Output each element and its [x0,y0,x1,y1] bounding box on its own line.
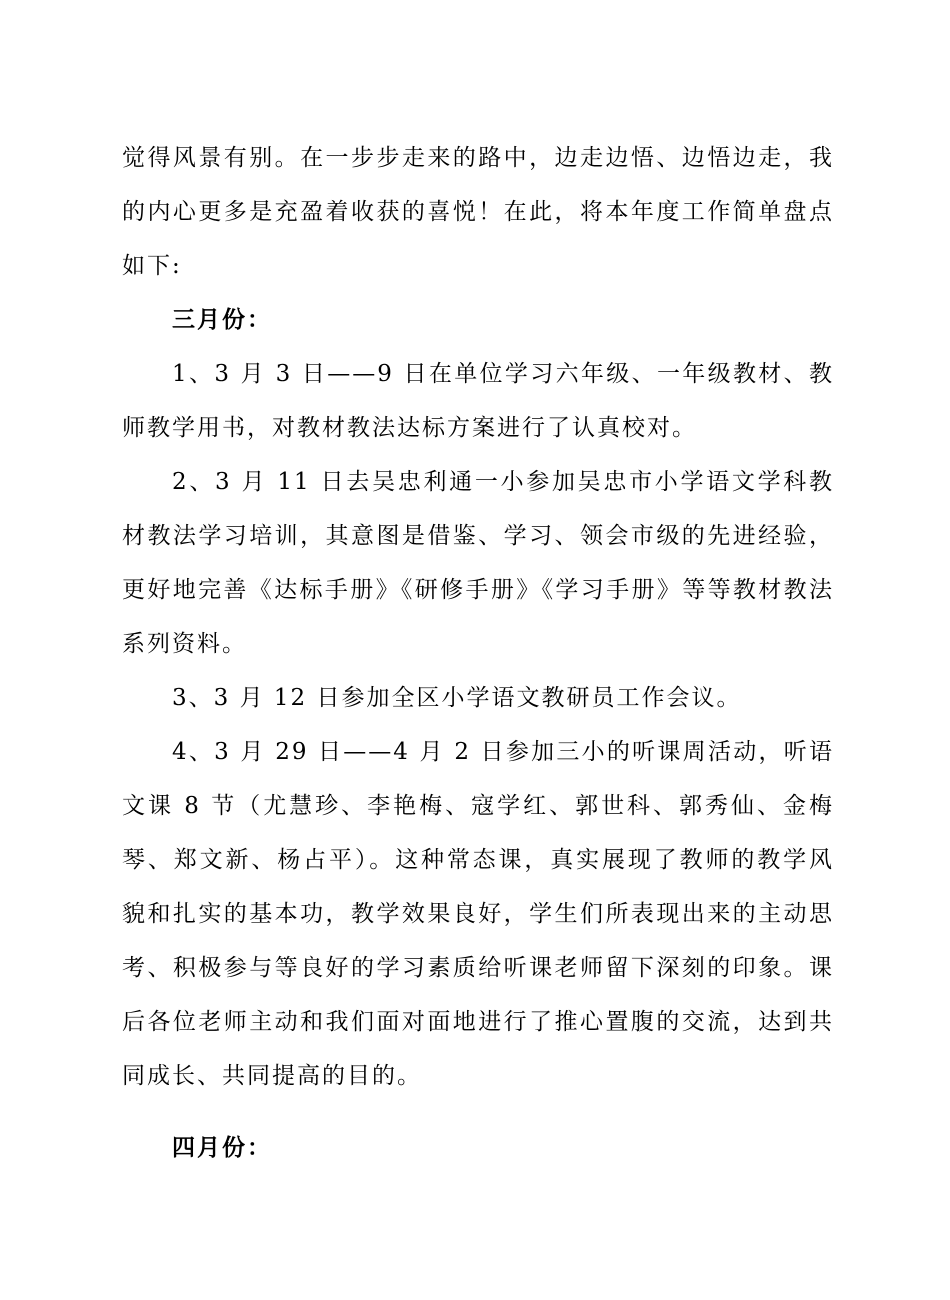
list-item: 3、3 月 12 日参加全区小学语文教研员工作会议。 [172,685,742,711]
list-item: 4、3 月 29 日——4 月 2 日参加三小的听课周活动，听语文课 8 节（尤慧珍、李艳梅、寇学红、郭世科、郭秀仙、金梅琴、郑文新、杨占平）。这种常态课，真实展现了教师的教学风貌和扎实的基本功，教学效果良好，学生们所表现出来的主动思考、积极参与等良好的学习素质给听课老师留下深刻的印象。课后各位老师主动和我们面对面地进行了推心置腹的交流，达到共同成长、共同提高的目的。 [122,739,834,1089]
list-item: 2、3 月 11 日去吴忠利通一小参加吴忠市小学语文学科教材教法学习培训，其意图是借鉴、学习、领会市级的先进经验，更好地完善《达标手册》《研修手册》《学习手册》等等教材教法系列资料。 [122,469,834,657]
section-heading-march: 三月份： [172,307,272,333]
document-body [122,131,834,1175]
section-heading-april: 四月份： [172,1135,272,1161]
list-item: 1、3 月 3 日——9 日在单位学习六年级、一年级教材、教师教学用书，对教材教法达标方案进行了认真校对。 [122,361,834,441]
intro-paragraph: 觉得风景有别。在一步步走来的路中，边走边悟、边悟边走，我的内心更多是充盈着收获的喜悦！在此，将本年度工作简单盘点如下: [122,145,834,279]
